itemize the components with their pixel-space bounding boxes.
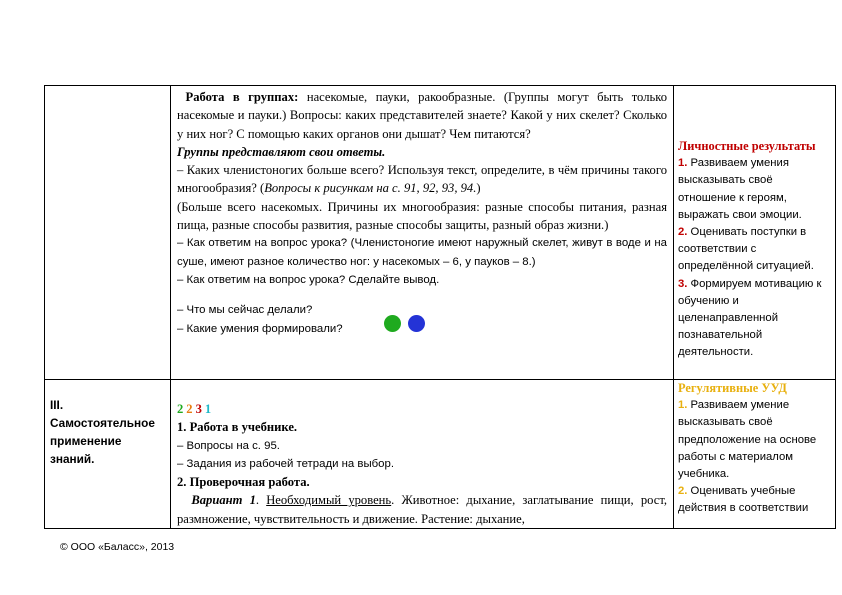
variant-separator: . bbox=[255, 493, 267, 508]
activity-cell bbox=[171, 86, 674, 380]
group-work-label: Работа в группах: bbox=[185, 90, 299, 104]
result-text: Формируем мотивацию к обучению и целенаправленной познавательной деятельности. bbox=[678, 277, 822, 359]
level-number: 3 bbox=[195, 402, 202, 416]
question-1-end: ) bbox=[476, 181, 481, 196]
table-row bbox=[45, 86, 836, 380]
level-label: Необходимый уровень bbox=[266, 493, 392, 508]
results-cell bbox=[674, 86, 836, 380]
lesson-table bbox=[44, 85, 836, 529]
result-text: Оценивать поступки в соответствии с определённой ситуацией. bbox=[678, 226, 814, 273]
activity-cell bbox=[171, 380, 674, 529]
group-work-text: насекомые, пауки, ракообразные. (Группы могут быть только насекомые и пауки.) Вопросы: каких представителей знаете? Какой у них скелет? Сколько у них ног? С помощью каких органов они дышат? Чем питаются? bbox=[177, 90, 667, 141]
result-item-2 bbox=[678, 224, 831, 276]
variant-label: Вариант 1 bbox=[191, 493, 256, 508]
result-number: 1. bbox=[678, 157, 688, 170]
question-5: – Какие умения формировали? bbox=[177, 322, 343, 335]
result-number: 2. bbox=[678, 226, 688, 239]
table-row bbox=[45, 380, 836, 529]
blue-circle-icon bbox=[408, 315, 425, 332]
result-number: 2. bbox=[678, 485, 688, 498]
stage-number: III. bbox=[50, 398, 64, 412]
stage-cell-empty bbox=[45, 86, 171, 380]
result-item-2 bbox=[678, 483, 831, 517]
variant-text: . Животное: дыхание, заглатывание пищи, рост, размножение, чувствительность и движение. Растение: дыхание, bbox=[177, 493, 668, 526]
result-text: Оценивать учебные действия в соответствии bbox=[678, 485, 809, 515]
question-1-text: – Каких членистоногих больше всего? Используя текст, определите, в чём причины такого многообразия? ( bbox=[177, 163, 667, 196]
variant-paragraph bbox=[177, 491, 667, 528]
regulative-heading: Регулятивные УУД bbox=[678, 381, 787, 395]
level-numbers bbox=[177, 400, 667, 418]
result-number: 1. bbox=[678, 399, 688, 412]
result-number: 3. bbox=[678, 277, 688, 290]
stage-title: Самостоятельное применение знаний. bbox=[50, 416, 155, 466]
result-item-1 bbox=[678, 155, 831, 224]
task-2-heading: 2. Проверочная работа. bbox=[177, 475, 310, 490]
personal-results-heading: Личностные результаты bbox=[678, 139, 816, 153]
question-3: – Как ответим на вопрос урока? Сделайте вывод. bbox=[177, 273, 440, 286]
group-work-paragraph bbox=[177, 88, 667, 143]
task-1-item: – Задания из рабочей тетради на выбор. bbox=[177, 457, 394, 470]
task-1-item: – Вопросы на с. 95. bbox=[177, 439, 280, 452]
task-1-heading: 1. Работа в учебнике. bbox=[177, 420, 298, 435]
question-4: – Что мы сейчас делали? bbox=[177, 304, 313, 317]
question-2: – Как ответим на вопрос урока? (Членистоногие имеют наружный скелет, живут в воде и на суше, имеют разное количество ног: у насекомых – 6, у пауков – 8.) bbox=[177, 237, 667, 268]
result-item-1 bbox=[678, 397, 831, 483]
result-text: Развиваем умения высказывать своё отношение к героям, выражать свои эмоции. bbox=[678, 157, 802, 221]
green-circle-icon bbox=[384, 315, 401, 332]
result-text: Развиваем умение высказывать своё предположение на основе работы с материалом учебника. bbox=[678, 399, 817, 481]
level-number: 2 bbox=[177, 402, 184, 416]
groups-present-text: Группы представляют свои ответы. bbox=[177, 144, 386, 159]
question-1-italic: Вопросы к рисункам на с. 91, 92, 93, 94. bbox=[264, 181, 477, 196]
copyright-footer: © ООО «Баласс», 2013 bbox=[60, 541, 175, 553]
result-item-3 bbox=[678, 276, 831, 362]
question-1 bbox=[177, 161, 667, 198]
level-number: 2 bbox=[186, 402, 193, 416]
stage-cell bbox=[45, 380, 171, 529]
level-number: 1 bbox=[204, 402, 212, 416]
results-cell bbox=[674, 380, 836, 529]
answer-1: (Больше всего насекомых. Причины их многообразия: разные способы питания, разная пища, разные способы развития, разные способы защиты, разный образ жизни.) bbox=[177, 199, 667, 233]
